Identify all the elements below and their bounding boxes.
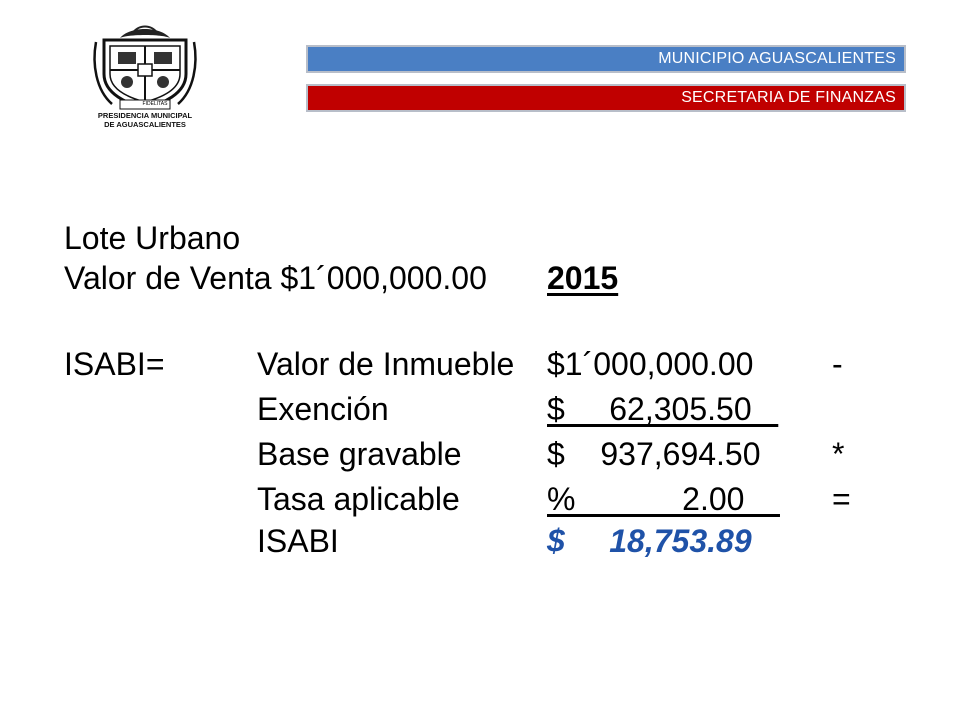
- year-label: 2015: [547, 260, 619, 296]
- row-label-tasa-aplicable: Tasa aplicable: [257, 481, 460, 517]
- logo-caption: [80, 111, 210, 129]
- row-amount-exencion: $ 62,305.50: [547, 391, 779, 427]
- sale-value-label: Valor de Venta $1´000,000.00: [64, 260, 487, 296]
- logo-caption-line1: PRESIDENCIA MUNICIPAL: [97, 111, 193, 120]
- municipal-logo: [80, 24, 210, 144]
- row-op-multiply: *: [832, 436, 845, 472]
- row-amount-base-gravable: $ 937,694.50: [547, 436, 761, 472]
- municipio-banner: MUNICIPIO AGUASCALIENTES: [306, 45, 906, 73]
- logo-caption-line2: DE AGUASCALIENTES: [104, 120, 186, 129]
- row-amount-tasa-aplicable: % 2.00: [547, 481, 780, 517]
- isabi-formula-label: ISABI=: [64, 346, 165, 382]
- logo-ribbon-text: FIDELITAS: [142, 101, 168, 107]
- row-label-isabi: ISABI: [257, 523, 339, 559]
- secretaria-banner: SECRETARIA DE FINANZAS: [306, 84, 906, 112]
- row-op-minus: -: [832, 346, 843, 382]
- coat-of-arms-icon: [90, 24, 200, 110]
- row-op-equals: =: [832, 481, 851, 517]
- lot-title: Lote Urbano: [64, 220, 241, 256]
- row-label-exencion: Exención: [257, 391, 389, 427]
- row-amount-isabi: $ 18,753.89: [547, 523, 752, 559]
- row-label-valor-inmueble: Valor de Inmueble: [257, 346, 515, 382]
- row-amount-valor-inmueble: $1´000,000.00: [547, 346, 754, 382]
- row-label-base-gravable: Base gravable: [257, 436, 462, 472]
